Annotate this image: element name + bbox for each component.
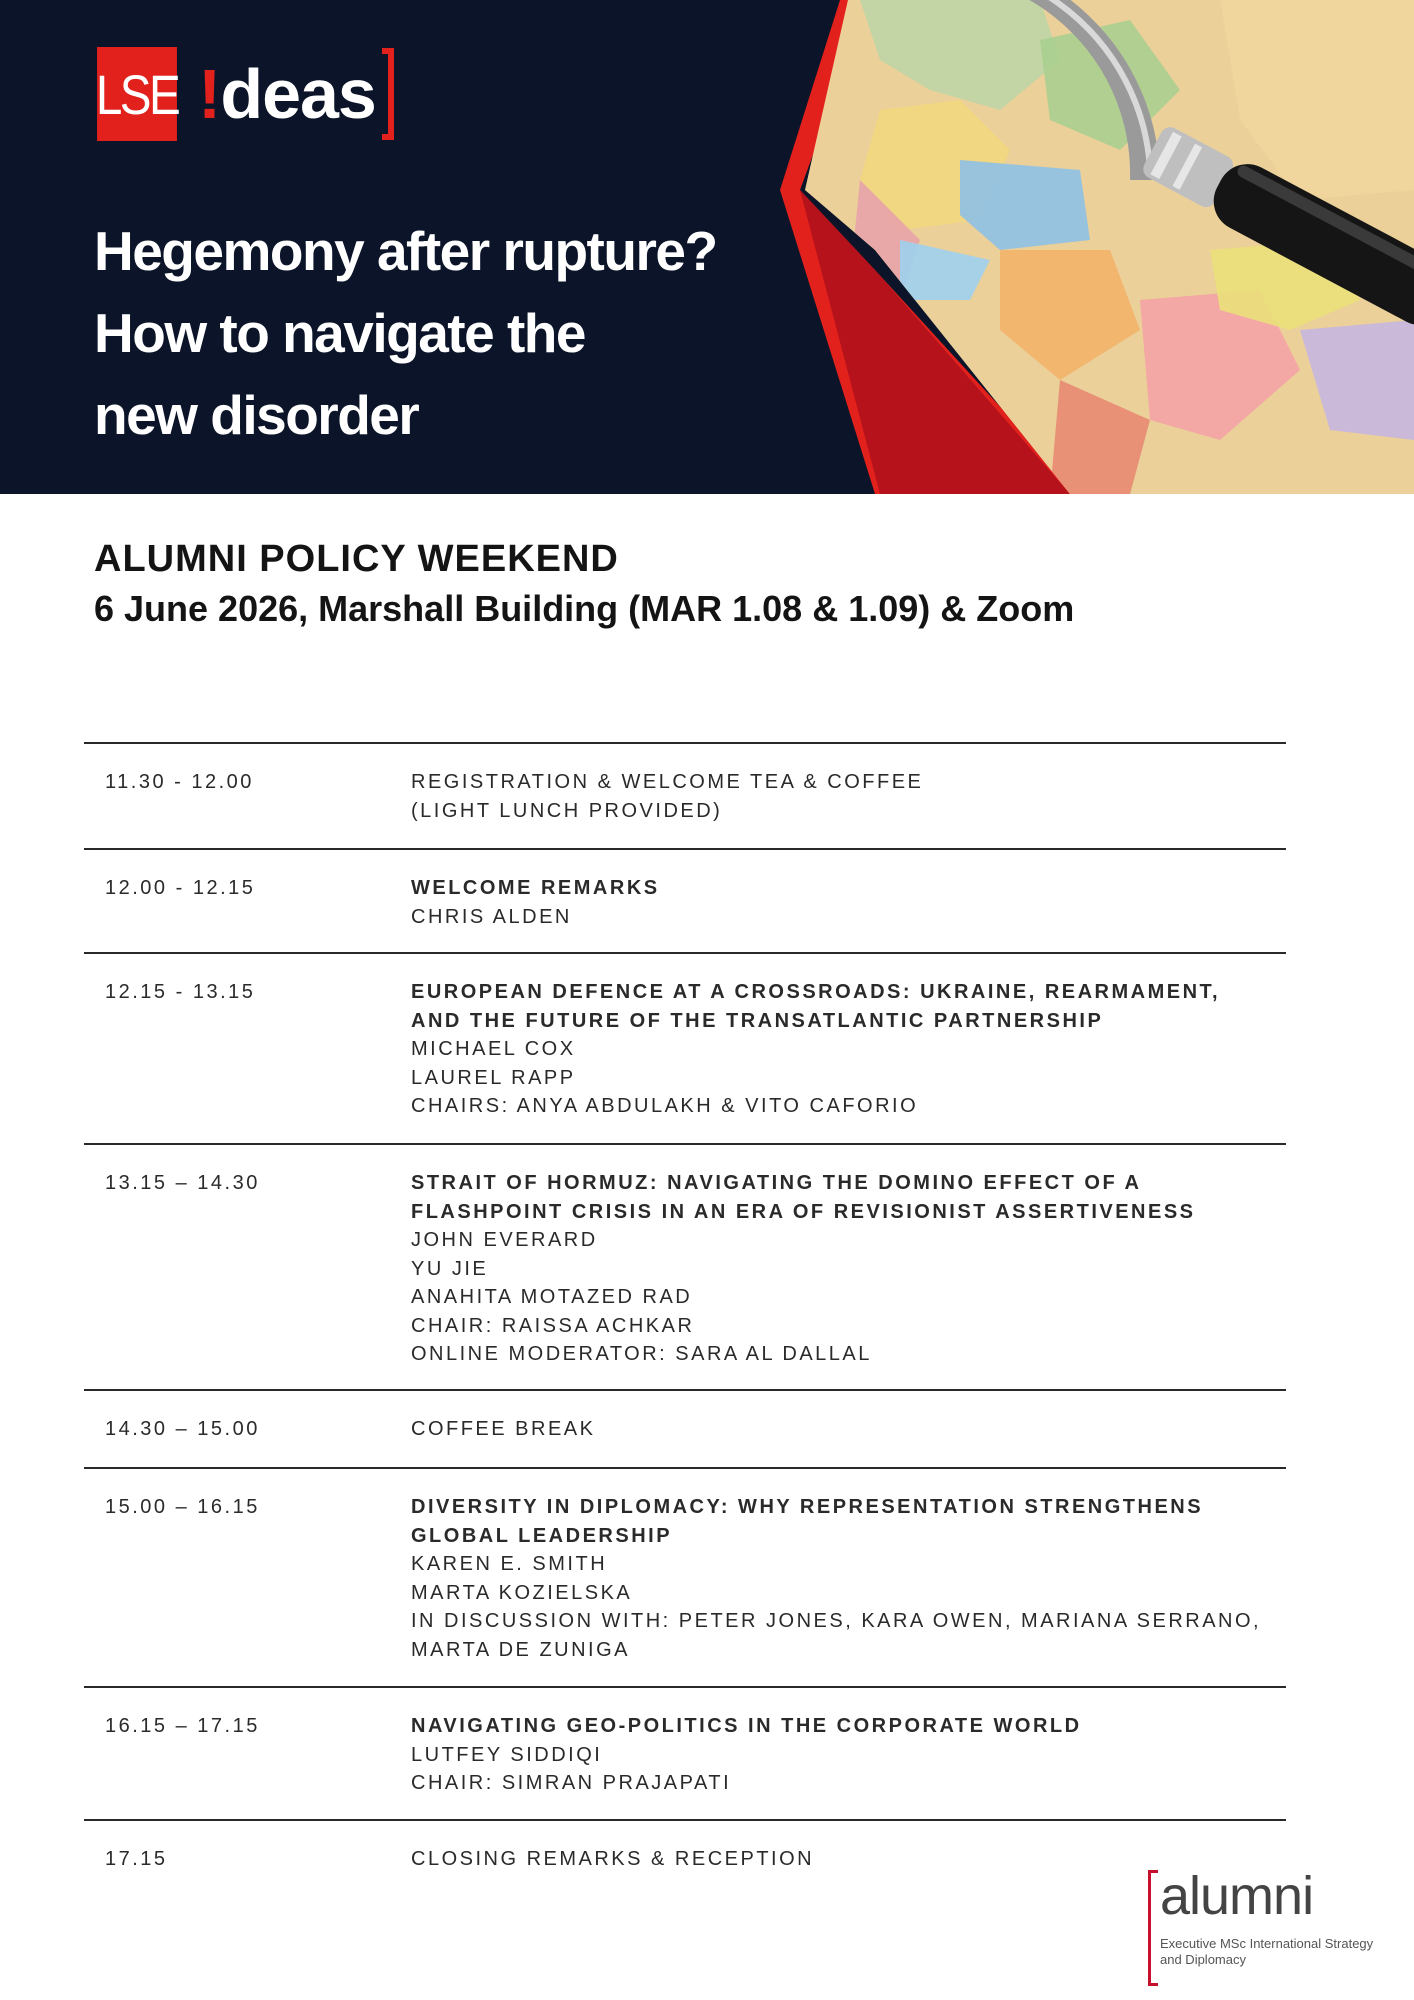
alumni-word: alumni — [1160, 1866, 1314, 1926]
ideas-word: deas — [220, 55, 376, 133]
session-detail-line: CLOSING REMARKS & RECEPTION — [411, 1848, 815, 1870]
schedule-time: 14.30 – 15.00 — [105, 1418, 260, 1440]
lse-logo-box: LSE — [97, 47, 177, 141]
session-detail-line: MARTA KOZIELSKA — [411, 1581, 633, 1604]
schedule-time: 17.15 — [105, 1848, 168, 1870]
session-detail-line: CHRIS ALDEN — [411, 905, 572, 928]
schedule-details — [411, 1712, 1286, 1819]
session-title-line: NAVIGATING GEO-POLITICS IN THE CORPORATE WORLD — [411, 1715, 1082, 1737]
schedule-row — [84, 954, 1286, 1145]
schedule-row — [84, 744, 1286, 850]
schedule-details — [411, 1415, 1286, 1467]
session-title-line: STRAIT OF HORMUZ: NAVIGATING THE DOMINO EFFECT OF A — [411, 1172, 1142, 1194]
schedule-details — [411, 978, 1286, 1143]
event-info — [94, 534, 1074, 634]
hero-title — [94, 210, 814, 456]
session-title-line: DIVERSITY IN DIPLOMACY: WHY REPRESENTATION STRENGTHENS — [411, 1496, 1204, 1518]
session-detail-line: COFFEE BREAK — [411, 1418, 596, 1440]
schedule-time: 11.30 - 12.00 — [105, 771, 254, 793]
session-detail-line: LAUREL RAPP — [411, 1066, 576, 1089]
schedule-details — [411, 874, 1286, 952]
alumni-programme-line: and Diplomacy — [1160, 1952, 1246, 1967]
hero-title-line: new disorder — [94, 384, 419, 446]
session-detail-line: CHAIRS: ANYA ABDULAKH & VITO CAFORIO — [411, 1095, 919, 1117]
session-title-line: AND THE FUTURE OF THE TRANSATLANTIC PARTNERSHIP — [411, 1009, 1104, 1032]
event-subtitle: 6 June 2026, Marshall Building (MAR 1.08 & 1.09) & Zoom — [94, 588, 1075, 629]
schedule-time: 15.00 – 16.15 — [105, 1496, 260, 1518]
session-detail-line: YU JIE — [411, 1257, 489, 1280]
ideas-mark: ! — [198, 55, 221, 133]
hero-title-line: How to navigate the — [94, 302, 585, 364]
schedule-time: 12.15 - 13.15 — [105, 981, 256, 1003]
schedule-details — [411, 768, 1286, 848]
session-detail-line: KAREN E. SMITH — [411, 1553, 608, 1575]
alumni-programme — [1160, 1936, 1390, 1968]
schedule-row — [84, 1688, 1286, 1821]
ideas-wordmark — [198, 47, 394, 141]
schedule-details — [411, 1169, 1286, 1389]
session-title-line: FLASHPOINT CRISIS IN AN ERA OF REVISIONIST ASSERTIVENESS — [411, 1200, 1196, 1223]
schedule-row — [84, 1145, 1286, 1391]
session-title-line: WELCOME REMARKS — [411, 877, 660, 899]
session-detail-line: (LIGHT LUNCH PROVIDED) — [411, 799, 723, 822]
ideas-bracket-icon — [382, 48, 394, 140]
session-detail-line: ANAHITA MOTAZED RAD — [411, 1286, 693, 1308]
session-detail-line: REGISTRATION & WELCOME TEA & COFFEE — [411, 771, 924, 793]
session-detail-line: MARTA DE ZUNIGA — [411, 1638, 631, 1661]
hero-banner — [0, 0, 1414, 494]
bracket-icon — [1148, 1870, 1158, 1986]
schedule-row — [84, 1469, 1286, 1688]
lse-ideas-logo — [90, 47, 394, 141]
session-title-line: EUROPEAN DEFENCE AT A CROSSROADS: UKRAINE, REARMAMENT, — [411, 981, 1221, 1003]
alumni-logo — [1148, 1868, 1388, 1988]
session-detail-line: ONLINE MODERATOR: SARA AL DALLAL — [411, 1343, 872, 1365]
session-detail-line: LUTFEY SIDDIQI — [411, 1743, 603, 1766]
hero-title-line: Hegemony after rupture? — [94, 220, 717, 282]
session-detail-line: IN DISCUSSION WITH: PETER JONES, KARA OWEN, MARIANA SERRANO, — [411, 1610, 1262, 1632]
schedule-row — [84, 850, 1286, 954]
event-title: ALUMNI POLICY WEEKEND — [94, 538, 619, 580]
schedule-details — [411, 1493, 1286, 1686]
schedule-time: 16.15 – 17.15 — [105, 1715, 260, 1737]
schedule-row — [84, 1821, 1286, 1904]
session-detail-line: CHAIR: SIMRAN PRAJAPATI — [411, 1772, 732, 1794]
schedule-table — [84, 742, 1286, 1904]
session-detail-line: JOHN EVERARD — [411, 1229, 598, 1251]
session-detail-line: CHAIR: RAISSA ACHKAR — [411, 1314, 695, 1337]
session-title-line: GLOBAL LEADERSHIP — [411, 1524, 673, 1547]
schedule-time: 12.00 - 12.15 — [105, 877, 256, 899]
schedule-row — [84, 1391, 1286, 1469]
schedule-time: 13.15 – 14.30 — [105, 1172, 260, 1194]
alumni-programme-line: Executive MSc International Strategy — [1160, 1936, 1374, 1951]
session-detail-line: MICHAEL COX — [411, 1038, 576, 1060]
